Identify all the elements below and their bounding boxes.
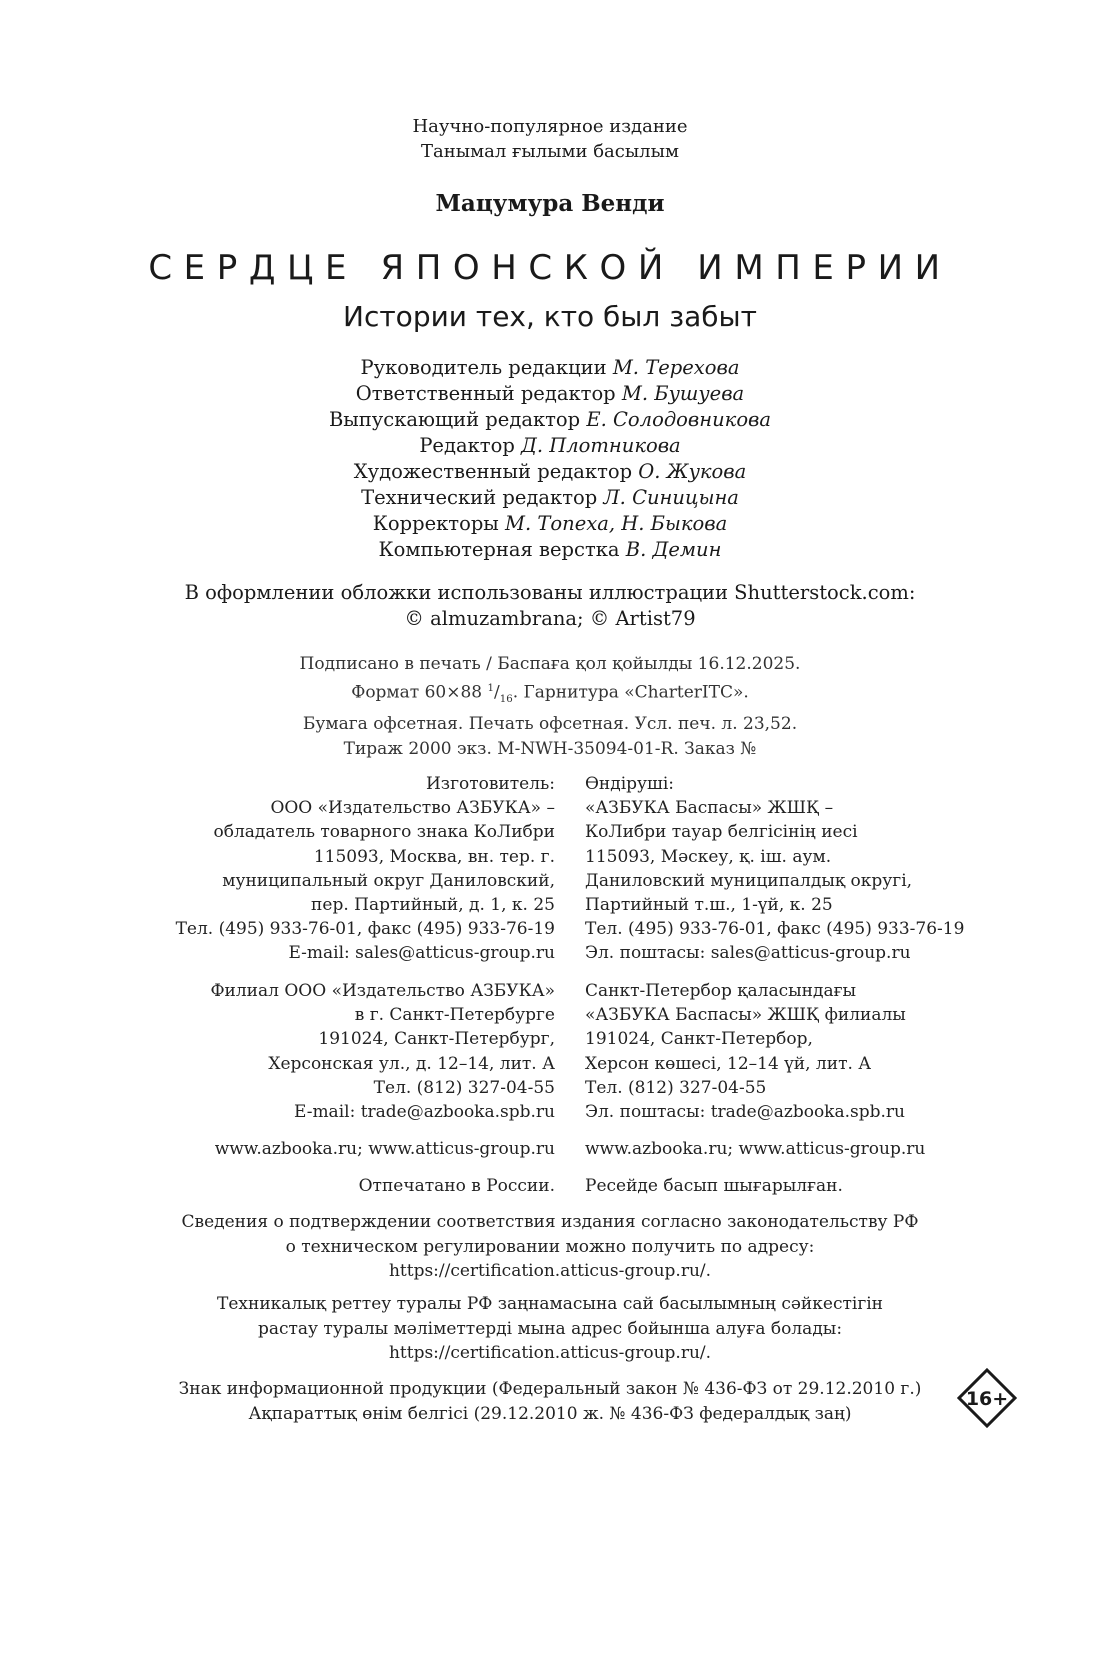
author: Мацумура Венди: [435, 190, 665, 217]
credit-line: Художественный редактор О. Жукова: [353, 460, 747, 483]
printed-kz: Ресейде басып шығарылған.: [585, 1176, 843, 1196]
manufacturer-ru: Изготовитель: ООО «Издательство АЗБУКА» – обладатель товарного знака КоЛибри 115093, Москва, вн. тер. г. муниципальный округ Даниловский, пер. Партийный, д. 1, к. 25 Тел. (495) 933-76-01, факс (495) 933-76-19 E-mail: sales@atticus-group.ru: [175, 774, 555, 964]
manufacturer-kz: Өндіруші: «АЗБУКА Баспасы» ЖШҚ – КоЛибри тауар белгісінің иесі 115093, Мәскеу, қ. іш. аум. Даниловский муниципалдық округі, Партийный т.ш., 1-үй, к. 25 Тел. (495) 933-76-01, факс (495) 933-76-19 Эл. поштасы: sales@atticus-group.ru: [585, 774, 965, 964]
branch-kz: Санкт-Петербор қаласындағы «АЗБУКА Баспасы» ЖШҚ филиалы 191024, Санкт-Петербор, Херсон көшесі, 12–14 үй, лит. А Тел. (812) 327-04-55 Эл. поштасы: trade@azbooka.spb.ru: [585, 981, 906, 1123]
branch-ru: Филиал ООО «Издательство АЗБУКА» в г. Санкт-Петербурге 191024, Санкт-Петербург, Херсонская ул., д. 12–14, лит. А Тел. (812) 327-04-55 E-mail: trade@azbooka.spb.ru: [210, 981, 555, 1123]
credit-line: Редактор Д. Плотникова: [419, 434, 681, 457]
web-ru: www.azbooka.ru; www.atticus-group.ru: [214, 1139, 555, 1159]
web-kz: www.azbooka.ru; www.atticus-group.ru: [585, 1139, 926, 1159]
book-subtitle: Истории тех, кто был забыт: [343, 300, 757, 333]
print-info-line4: Тираж 2000 экз. M-NWH-35094-01-R. Заказ №: [343, 738, 757, 759]
age-rating-badge: [957, 1368, 1017, 1428]
cover-credit-line2: © almuzambrana; © Artist79: [404, 607, 696, 630]
print-info: [0, 652, 1100, 761]
print-info-line1: Подписано в печать / Баспаға қол қойылды 16.12.2025.: [299, 654, 801, 674]
edition-type-ru: Научно-популярное издание: [412, 116, 688, 137]
book-title: СЕРДЦЕ ЯПОНСКОЙ ИМПЕРИИ: [148, 248, 952, 288]
credit-line: Технический редактор Л. Синицына: [361, 486, 739, 509]
certification-kz: Техникалық реттеу туралы РФ заңнамасына сай басылымның сәйкестігін растау туралы мәліметтерді мына адрес бойынша алуға болады: https://certification.atticus-group.ru/.: [217, 1294, 883, 1363]
cover-credit: [0, 580, 1100, 632]
edition-type: [0, 114, 1100, 164]
info-sign-kz: Ақпараттық өнім белгісі (29.12.2010 ж. № 436-ФЗ федералдық заң): [248, 1403, 852, 1424]
info-sign-ru: Знак информационной продукции (Федеральный закон № 436-ФЗ от 29.12.2010 г.): [178, 1379, 922, 1399]
editorial-credits: [0, 355, 1100, 563]
credit-line: Ответственный редактор М. Бушуева: [355, 382, 745, 405]
info-sign: [0, 1377, 1100, 1426]
print-info-line3: Бумага офсетная. Печать офсетная. Усл. печ. л. 23,52.: [302, 714, 798, 735]
credit-line: Компьютерная верстка В. Демин: [378, 538, 722, 561]
age-rating-text: 16+: [965, 1388, 1009, 1410]
edition-type-kz: Танымал ғылыми басылым: [421, 141, 679, 162]
diamond-icon: [957, 1368, 1017, 1428]
certification-ru: Сведения о подтверждении соответствия издания согласно законодательству РФ о техническом регулировании можно получить по адресу: https://certification.atticus-group.ru/.: [181, 1212, 919, 1281]
credit-line: Корректоры М. Топеха, Н. Быкова: [372, 512, 728, 535]
printed-ru: Отпечатано в России.: [358, 1176, 555, 1196]
credit-line: Руководитель редакции М. Терехова: [360, 356, 740, 379]
credit-line: Выпускающий редактор Е. Солодовникова: [328, 408, 772, 431]
cover-credit-line1: В оформлении обложки использованы иллюстрации Shutterstock.com:: [184, 581, 916, 604]
print-info-line2: Формат 60×88 $^1/_{16}$. Гарнитура «CharterITC».: [351, 682, 749, 705]
